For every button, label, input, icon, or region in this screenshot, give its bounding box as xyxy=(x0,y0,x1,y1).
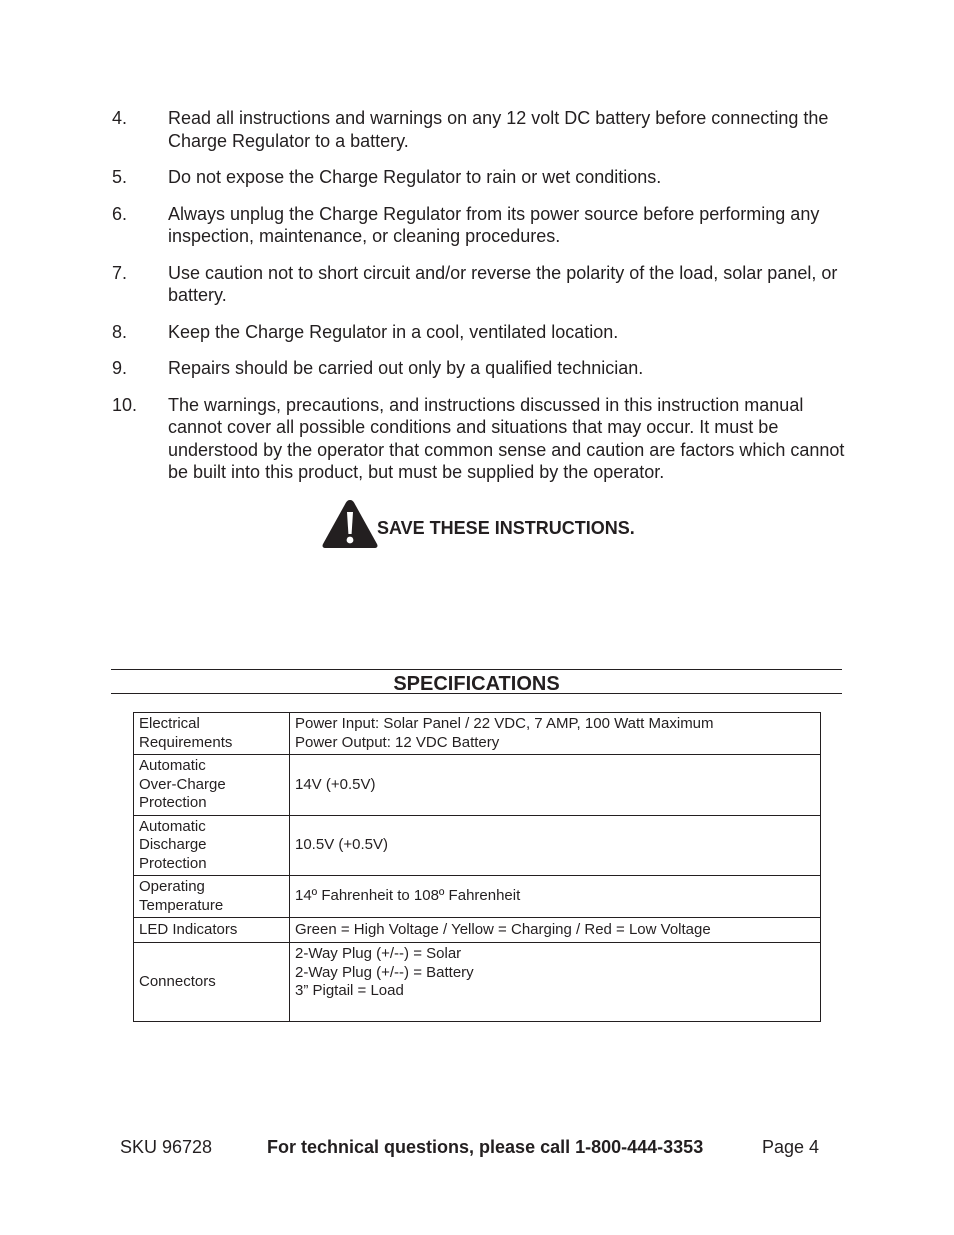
instruction-item xyxy=(112,203,852,248)
spec-value xyxy=(290,918,821,943)
spec-value-line: 2-Way Plug (+/--) = Battery xyxy=(295,963,474,981)
instruction-text: The warnings, precautions, and instructions discussed in this instruction manual cannot cover all possible conditions and situations that may occur. It must be understood by the operator that common sense and caution are factors which cannot be built into this product, but must be supplied by the operator. xyxy=(168,394,845,482)
instruction-text: Read all instructions and warnings on any 12 volt DC battery before connecting the Charge Regulator to a battery. xyxy=(168,108,829,151)
table-row xyxy=(134,815,821,876)
section-rule-bottom xyxy=(111,693,842,694)
spec-value xyxy=(290,876,821,918)
instruction-text: Use caution not to short circuit and/or reverse the polarity of the load, solar panel, or battery. xyxy=(168,262,838,305)
spec-value-line: 14º Fahrenheit to 108º Fahrenheit xyxy=(295,887,521,905)
instruction-text: Repairs should be carried out only by a qualified technician. xyxy=(168,358,644,378)
spec-value-line: 3” Pigtail = Load xyxy=(295,982,404,999)
spec-label-line: Over-Charge xyxy=(139,775,226,793)
footer-page-number: Page 4 xyxy=(762,1137,820,1157)
spec-label-line: Requirements xyxy=(139,733,233,751)
save-instructions-text: SAVE THESE INSTRUCTIONS. xyxy=(377,517,635,538)
instruction-item xyxy=(112,262,852,307)
spec-label-line: Electrical xyxy=(139,715,200,732)
save-instructions-notice xyxy=(321,498,635,550)
instruction-text: Keep the Charge Regulator in a cool, ventilated location. xyxy=(168,321,619,342)
spec-value-line: Power Input: Solar Panel / 22 VDC, 7 AMP, 100 Watt Maximum xyxy=(295,715,714,732)
footer-sku: SKU 96728 xyxy=(120,1137,213,1157)
section-rule-top xyxy=(111,669,842,670)
spec-label-line: Automatic xyxy=(139,757,206,774)
spec-label xyxy=(134,943,290,1022)
spec-value xyxy=(290,815,821,876)
spec-value xyxy=(290,755,821,816)
spec-value-line: 10.5V (+0.5V) xyxy=(295,836,388,853)
spec-label xyxy=(134,918,290,943)
instruction-item xyxy=(112,107,852,152)
instruction-number: 6. xyxy=(112,203,128,224)
instruction-text: Do not expose the Charge Regulator to rain or wet conditions. xyxy=(168,167,662,187)
instruction-item xyxy=(112,166,852,189)
spec-value-line: 2-Way Plug (+/--) = Solar xyxy=(295,945,462,962)
spec-value-line: Power Output: 12 VDC Battery xyxy=(295,733,500,751)
table-row xyxy=(134,755,821,816)
spec-label-line: Connectors xyxy=(139,972,216,990)
spec-label-line: Operating xyxy=(139,878,205,895)
spec-label-line: Protection xyxy=(139,854,207,872)
table-row xyxy=(134,943,821,1022)
table-row xyxy=(134,918,821,943)
spec-label xyxy=(134,815,290,876)
spec-label xyxy=(134,713,290,755)
instruction-item xyxy=(112,321,852,344)
spec-label xyxy=(134,876,290,918)
spec-label xyxy=(134,755,290,816)
instruction-text: Always unplug the Charge Regulator from its power source before performing any inspection, maintenance, or cleaning procedures. xyxy=(168,203,820,246)
spec-label-line: Discharge xyxy=(139,836,207,853)
spec-value-line: 14V (+0.5V) xyxy=(295,775,376,793)
spec-label-line: Protection xyxy=(139,794,207,811)
spec-label-line: Automatic xyxy=(139,817,206,835)
instruction-number: 10. xyxy=(112,394,138,415)
warning-triangle-icon xyxy=(321,498,379,550)
spec-value-line: Green = High Voltage / Yellow = Charging / Red = Low Voltage xyxy=(295,920,711,938)
instruction-number: 5. xyxy=(112,167,128,187)
specifications-title: SPECIFICATIONS xyxy=(393,673,560,695)
instruction-number: 8. xyxy=(112,321,128,342)
instruction-item xyxy=(112,357,852,380)
specifications-table xyxy=(133,712,821,1022)
instruction-number: 9. xyxy=(112,358,128,378)
footer-technical-help: For technical questions, please call 1-800-444-3353 xyxy=(267,1137,704,1157)
table-row xyxy=(134,876,821,918)
instruction-number: 4. xyxy=(112,108,128,128)
table-row xyxy=(134,713,821,755)
spec-value xyxy=(290,943,821,1022)
instruction-item xyxy=(112,394,852,484)
instruction-list xyxy=(112,107,852,498)
spec-label-line: Temperature xyxy=(139,896,224,914)
spec-label-line: LED Indicators xyxy=(139,920,238,938)
instruction-number: 7. xyxy=(112,262,128,283)
spec-value xyxy=(290,713,821,755)
